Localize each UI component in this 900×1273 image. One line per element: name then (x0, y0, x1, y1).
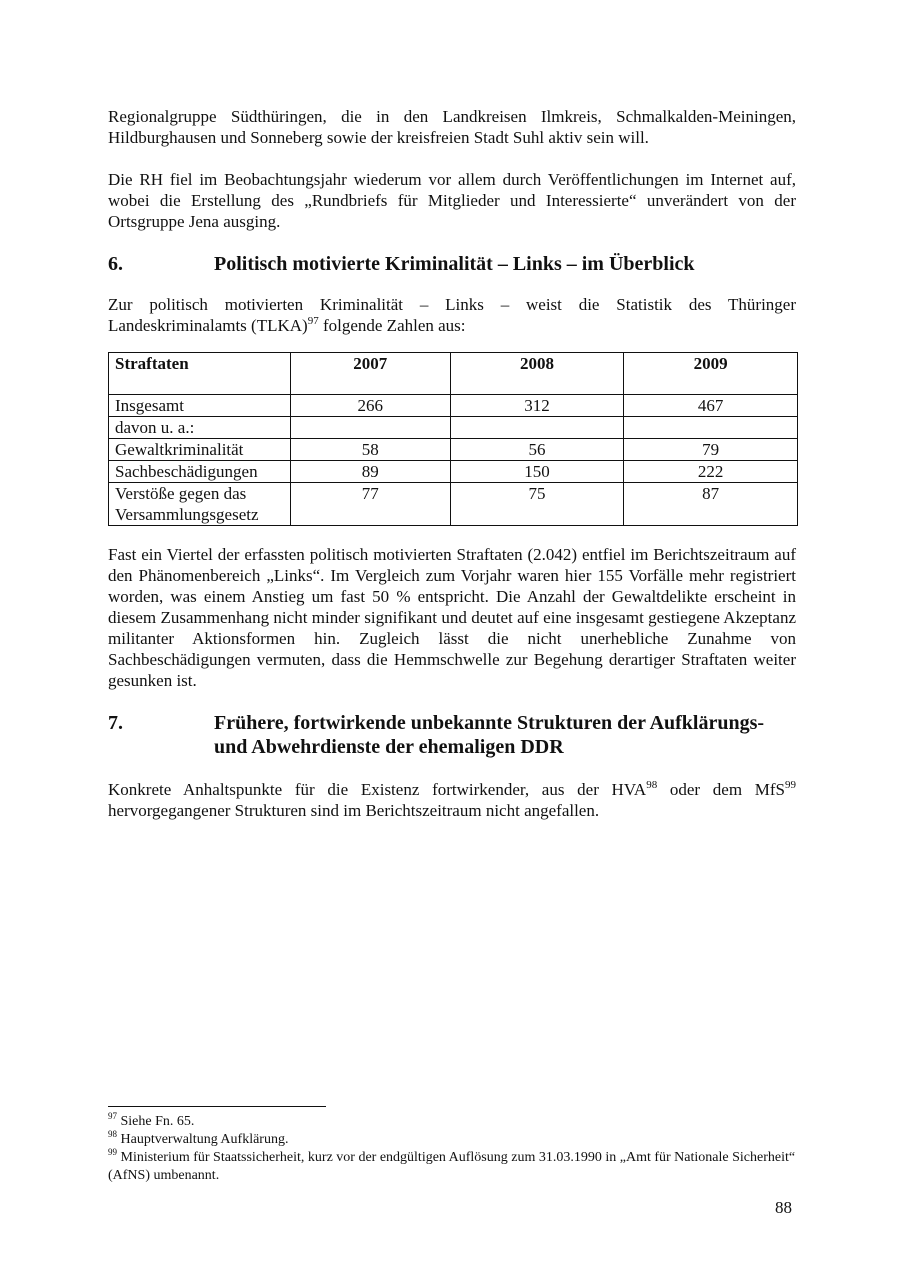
text-span: oder dem MfS (657, 780, 785, 799)
paragraph-rh-regionalgruppe: Regionalgruppe Südthüringen, die in den Landkreisen Ilmkreis, Schmalkalden-Meiningen, Hildburghausen und Sonneberg sowie der kreisfreien Stadt Suhl aktiv sein will. (108, 107, 796, 147)
paragraph-statistik-intro (108, 294, 796, 336)
table-cell: 150 (450, 461, 624, 483)
section-heading-7 (108, 711, 796, 759)
footnote-number: 99 (108, 1147, 117, 1157)
section-number: 6. (108, 253, 123, 275)
section-title: Politisch motivierte Kriminalität – Links – im Überblick (214, 253, 695, 275)
row-label: Sachbeschädigungen (109, 461, 291, 483)
footnote-text: Siehe Fn. 65. (120, 1114, 195, 1129)
footnote-number: 98 (108, 1129, 117, 1139)
table-header-row (109, 353, 798, 395)
table-cell: 56 (450, 439, 624, 461)
statistics-table (108, 352, 798, 526)
table-cell: 266 (290, 395, 450, 417)
footnote (108, 1131, 798, 1149)
row-label: davon u. a.: (109, 417, 291, 439)
section-heading-6 (108, 252, 796, 276)
table-row (109, 395, 798, 417)
table-cell (450, 417, 624, 439)
paragraph-hva-mfs (108, 779, 796, 821)
table-cell: 58 (290, 439, 450, 461)
table-cell: 87 (624, 483, 798, 526)
table-cell: 75 (450, 483, 624, 526)
table-cell: 89 (290, 461, 450, 483)
footnote-number: 97 (108, 1111, 117, 1121)
footnote (108, 1113, 798, 1131)
table-row (109, 461, 798, 483)
row-label: Gewaltkriminalität (109, 439, 291, 461)
section-number: 7. (108, 712, 123, 734)
footnote-text: Ministerium für Staatssicherheit, kurz vor der endgültigen Auflösung zum 31.03.1990 in „Amt für Nationale Sicherheit“ (AfNS) umbenannt. (108, 1150, 796, 1183)
column-header: 2008 (450, 353, 624, 395)
footnote (108, 1149, 798, 1185)
footnote-text: Hauptverwaltung Aufklärung. (120, 1132, 289, 1147)
text-span: hervorgegangener Strukturen sind im Berichtszeitraum nicht angefallen. (108, 801, 600, 820)
table-row (109, 417, 798, 439)
column-header: Straftaten (109, 353, 291, 395)
text-span: folgende Zahlen aus: (318, 316, 466, 335)
footnote-separator (108, 1106, 326, 1107)
text-span: Zur politisch motivierten Kriminalität – Links – weist die Statistik des Thüringer Landeskriminalamts (TLKA) (108, 295, 796, 335)
footnote-ref-99: 99 (784, 779, 796, 791)
footnote-ref-98: 98 (646, 779, 658, 791)
row-label: Verstöße gegen das Versammlungsgesetz (109, 483, 291, 526)
table-row (109, 439, 798, 461)
footnote-ref-97: 97 (307, 315, 319, 327)
text-span: Konkrete Anhaltspunkte für die Existenz fortwirkender, aus der HVA (108, 780, 647, 799)
table-cell: 312 (450, 395, 624, 417)
table-cell: 467 (624, 395, 798, 417)
table-cell (290, 417, 450, 439)
table-cell (624, 417, 798, 439)
section-title: Frühere, fortwirkende unbekannte Strukturen der Aufklärungs- und Abwehrdienste der ehemaligen DDR (214, 712, 765, 758)
page-number: 88 (775, 1198, 792, 1217)
table-cell: 79 (624, 439, 798, 461)
column-header: 2007 (290, 353, 450, 395)
table-row (109, 483, 798, 526)
document-page (108, 106, 796, 821)
table-cell: 77 (290, 483, 450, 526)
row-label: Insgesamt (109, 395, 291, 417)
table-cell: 222 (624, 461, 798, 483)
paragraph-analysis: Fast ein Viertel der erfassten politisch motivierten Straftaten (2.042) entfiel im Berichtszeitraum auf den Phänomenbereich „Links“. Im Vergleich zum Vorjahr waren hier 155 Vorfälle mehr registriert worden, was einem Anstieg um fast 50 % entspricht. Die Anzahl der Gewaltdelikte erscheint in diesem Zusammenhang nicht minder signifikant und deutet auf eine insgesamt gestiegene Akzeptanz militanter Aktionsformen hin. Zugleich lässt die nicht unerhebliche Zunahme von Sachbeschädigungen vermuten, dass die Hemmschwelle zur Begehung derartiger Straftaten weiter gesunken ist. (108, 545, 796, 690)
column-header: 2009 (624, 353, 798, 395)
paragraph-rh-internet: Die RH fiel im Beobachtungsjahr wiederum vor allem durch Veröffentlichungen im Internet auf, wobei die Erstellung des „Rundbriefs für Mitglieder und Interessierte“ unverändert von der Ortsgruppe Jena ausging. (108, 170, 796, 231)
footnotes (108, 1106, 798, 1185)
